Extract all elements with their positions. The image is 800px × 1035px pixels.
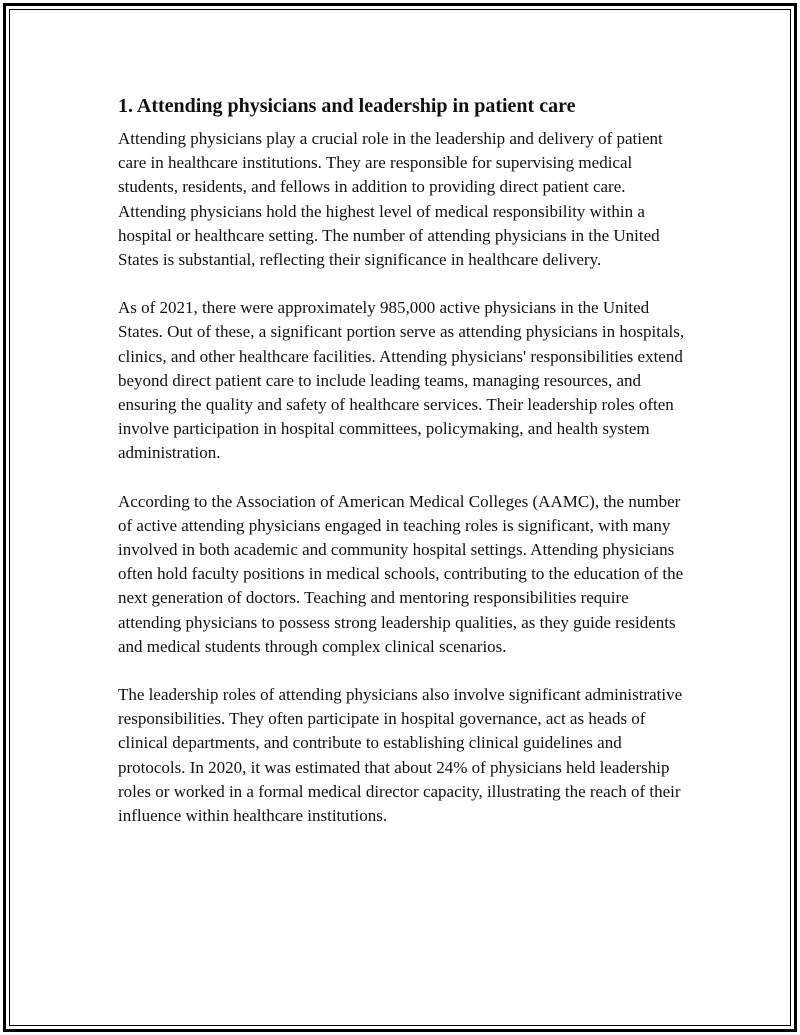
document-body	[118, 92, 693, 852]
paragraph-4: The leadership roles of attending physicians also involve significant administrative responsibilities. They often participate in hospital governance, act as heads of clinical departments, and contribute to establishing clinical guidelines and protocols. In 2020, it was estimated that about 24% of physicians held leadership roles or worked in a formal medical director capacity, illustrating the reach of their influence within healthcare institutions.	[118, 685, 683, 826]
paragraph-2: As of 2021, there were approximately 985,000 active physicians in the United States. Out of these, a significant portion serve as attending physicians in hospitals, clinics, and other healthcare facilities. Attending physicians' responsibilities extend beyond direct patient care to include leading teams, managing resources, and ensuring the quality and safety of healthcare services. Their leadership roles often involve participation in hospital committees, policymaking, and health system administration.	[118, 298, 685, 463]
section-heading: 1. Attending physicians and leadership in patient care	[118, 95, 576, 117]
paragraph-3: According to the Association of American Medical Colleges (AAMC), the number of active attending physicians engaged in teaching roles is significant, with many involved in both academic and community hospital settings. Attending physicians often hold faculty positions in medical schools, contributing to the education of the next generation of doctors. Teaching and mentoring responsibilities require attending physicians to possess strong leadership qualities, as they guide residents and medical students through complex clinical scenarios.	[118, 491, 684, 656]
paragraph-1: Attending physicians play a crucial role in the leadership and delivery of patient care in healthcare institutions. They are responsible for supervising medical students, residents, and fellows in addition to providing direct patient care. Attending physicians hold the highest level of medical responsibility within a hospital or healthcare setting. The number of attending physicians in the United States is substantial, reflecting their significance in healthcare delivery.	[118, 129, 663, 270]
